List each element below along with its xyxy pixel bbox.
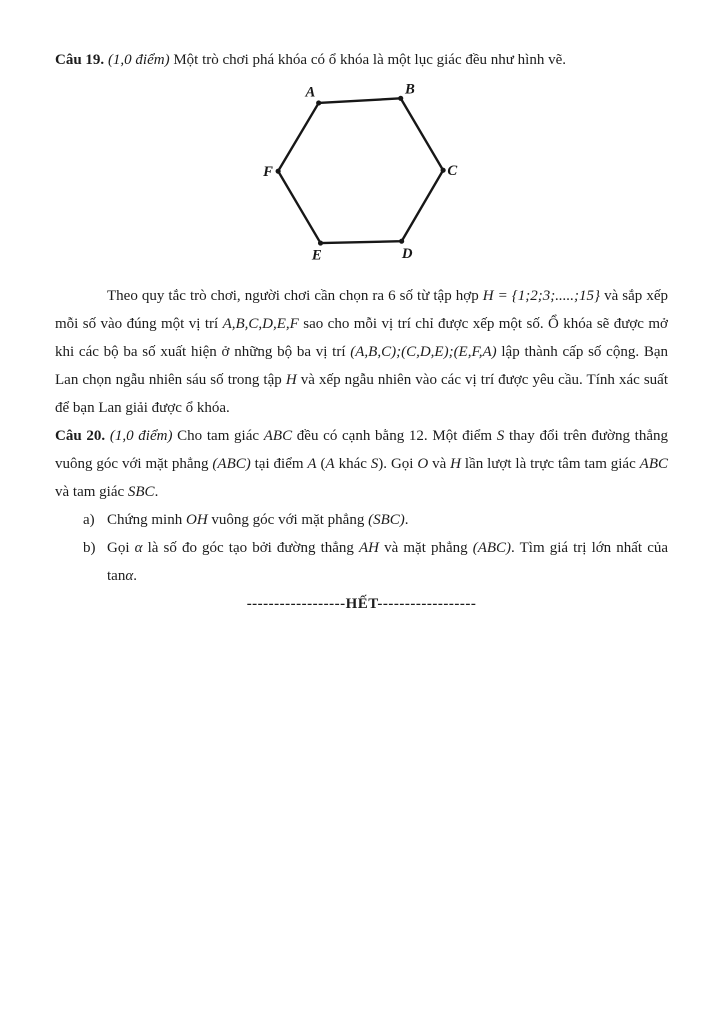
question-19-number: Câu 19.: [55, 52, 108, 68]
vertex-label-b: B: [404, 82, 415, 98]
text-run: .: [133, 568, 137, 584]
item-b-text: [107, 534, 668, 590]
text-run: Theo quy tắc trò chơi, người chơi cần chọn ra 6 số từ tập hợp: [107, 288, 483, 304]
question-20-number: Câu 20.: [55, 428, 110, 444]
text-run: lần lượt là trực tâm tam giác: [461, 456, 640, 472]
text-run: vuông góc với mặt phẳng: [207, 512, 369, 528]
vertex-dot-c: [440, 168, 445, 173]
question-20-points: (1,0 điểm): [109, 428, 178, 444]
text-run: là số đo góc tạo bởi đường thẳng: [142, 540, 360, 556]
item-a-text: [107, 506, 668, 534]
item-a-label: a): [83, 512, 95, 528]
text-run: Gọi: [107, 540, 135, 556]
math-run: α: [125, 568, 134, 584]
math-run: S: [496, 428, 505, 444]
math-run: H = {1;2;3;.....;15}: [482, 288, 601, 304]
question-19-points: (1,0 điểm): [107, 52, 174, 68]
text-run: đều có cạnh bằng 12. Một điểm: [292, 428, 497, 444]
hexagon-svg: [256, 82, 468, 264]
question-19-body: [55, 282, 668, 422]
text-run: khác: [334, 456, 371, 472]
vertex-label-c: C: [446, 162, 457, 179]
math-run: O: [417, 456, 429, 472]
math-run: (SBC): [368, 512, 405, 528]
math-run: ABC: [263, 428, 293, 444]
math-run: ABC: [639, 456, 668, 472]
vertex-label-e: E: [311, 247, 322, 264]
vertex-label-f: F: [262, 163, 273, 180]
math-run: (A,B,C);(C,D,E);(E,F,A): [350, 344, 497, 360]
text-run: lập thành cấp số cộng. Bạn Lan chọn ngẫu nhiên sáu số trong tập: [55, 344, 668, 388]
vertex-dot-a: [316, 100, 321, 105]
text-run: sao cho mỗi vị trí chỉ được xếp một số. Ổ khóa sẽ được mở khi các bộ ba số xuất hiện ở những bộ ba vị trí: [55, 316, 668, 360]
text-run: thay đổi trên đường thẳng vuông góc với mặt phẳng: [55, 428, 668, 472]
math-run: AH: [359, 540, 380, 556]
text-run: . Tìm giá trị lớn nhất của tan: [107, 540, 669, 584]
math-run: (ABC): [212, 456, 251, 472]
math-run: A: [325, 456, 335, 472]
question-20-item-b: [55, 534, 668, 590]
vertex-dot-e: [317, 240, 322, 245]
text-run: và mặt phẳng: [379, 540, 473, 556]
math-run: α: [134, 540, 143, 556]
hexagon-figure: [55, 82, 668, 274]
math-run: OH: [185, 512, 208, 528]
text-run: và xếp ngẫu nhiên vào các vị trí được yêu cầu. Tính xác suất để bạn Lan giải được ổ khóa.: [55, 372, 668, 416]
question-20-body: [55, 422, 668, 506]
text-run: và sắp xếp mỗi số vào đúng một vị trí: [55, 288, 669, 332]
text-run: .: [404, 512, 409, 528]
text-run: và tam giác: [55, 484, 128, 500]
text-run: Chứng minh: [107, 512, 186, 528]
math-run: (ABC): [472, 540, 512, 556]
question-19-intro: Một trò chơi phá khóa có ổ khóa là một lục giác đều như hình vẽ.: [173, 52, 566, 68]
item-b-label: b): [83, 540, 96, 556]
math-run: A,B,C,D,E,F: [222, 316, 299, 332]
text-run: Cho tam giác: [177, 428, 264, 444]
hexagon-outline: [278, 98, 443, 243]
text-run: ). Gọi: [378, 456, 418, 472]
text-run: tại điểm: [250, 456, 308, 472]
question-20-item-a: [55, 506, 668, 534]
end-marker: ------------------HẾT------------------: [246, 596, 477, 612]
math-run: SBC: [127, 484, 155, 500]
vertex-label-a: A: [304, 84, 315, 101]
math-run: A: [307, 456, 317, 472]
math-run: H: [450, 456, 461, 472]
math-run: H: [285, 372, 297, 388]
vertex-dot-f: [275, 169, 280, 174]
vertex-dot-d: [399, 239, 404, 244]
text-run: (: [316, 456, 326, 472]
math-run: S: [370, 456, 379, 472]
text-run: .: [154, 484, 159, 500]
vertex-label-d: D: [401, 245, 412, 262]
vertex-dot-b: [398, 96, 403, 101]
text-run: và: [428, 456, 451, 472]
question-19-header: [55, 46, 668, 74]
